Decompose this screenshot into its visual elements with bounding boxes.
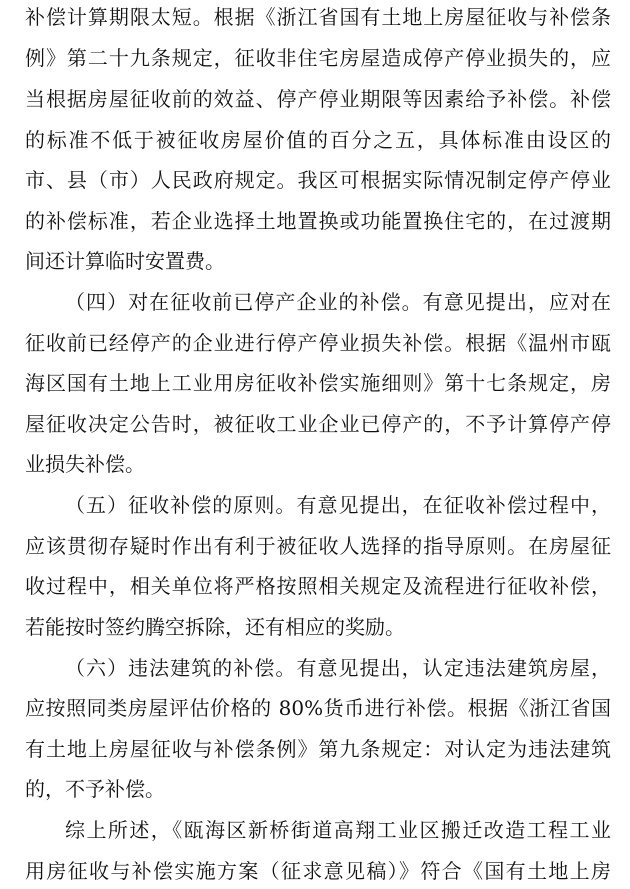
text-line: 当根据房屋征收前的效益、停产停业期限等因素给予补偿。补偿 — [25, 87, 611, 111]
text-line: 市、县（市）人民政府规定。我区可根据实际情况制定停产停业 — [25, 168, 611, 192]
text-line: 应按照同类房屋评估价格的 80%货币进行补偿。根据《浙江省国 — [25, 696, 611, 720]
text-line: 若能按时签约腾空拆除，还有相应的奖励。 — [25, 615, 405, 639]
text-line: 有土地上房屋征收与补偿条例》第九条规定：对认定为违法建筑 — [25, 737, 611, 761]
text-line: 屋征收决定公告时，被征收工业企业已停产的，不予计算停产停 — [25, 412, 611, 436]
text-line: 业损失补偿。 — [25, 452, 145, 476]
text-line: 的，不予补偿。 — [25, 777, 165, 801]
text-line: 例》第二十九条规定，征收非住宅房屋造成停产停业损失的，应 — [25, 46, 611, 70]
text-line: 补偿计算期限太短。根据《浙江省国有土地上房屋征收与补偿条 — [25, 5, 611, 29]
text-line: 的标准不低于被征收房屋价值的百分之五，具体标准由设区的 — [25, 128, 611, 152]
text-line: 用房征收与补偿实施方案（征求意见稿）》符合《国有土地上房 — [25, 859, 611, 883]
summary-paragraph: 综上所述，《瓯海区新桥街道高翔工业区搬迁改造工程工业 — [65, 818, 611, 842]
paragraph-heading-6: （六）违法建筑的补偿。有意见提出，认定违法建筑房屋， — [65, 656, 611, 680]
text-line: 收过程中，相关单位将严格按照相关规定及流程进行征收补偿， — [25, 574, 611, 598]
paragraph-heading-4: （四）对在征收前已停产企业的补偿。有意见提出，应对在 — [65, 290, 611, 314]
text-line: 海区国有土地上工业用房征收补偿实施细则》第十七条规定，房 — [25, 371, 611, 395]
text-line: 的补偿标准，若企业选择土地置换或功能置换住宅的，在过渡期 — [25, 209, 611, 233]
text-line: 应该贯彻存疑时作出有利于被征收人选择的指导原则。在房屋征 — [25, 534, 611, 558]
text-line: 间还计算临时安置费。 — [25, 249, 225, 273]
text-line: 征收前已经停产的企业进行停产停业损失补偿。根据《温州市瓯 — [25, 331, 611, 355]
paragraph-heading-5: （五）征收补偿的原则。有意见提出，在征收补偿过程中， — [65, 493, 611, 517]
